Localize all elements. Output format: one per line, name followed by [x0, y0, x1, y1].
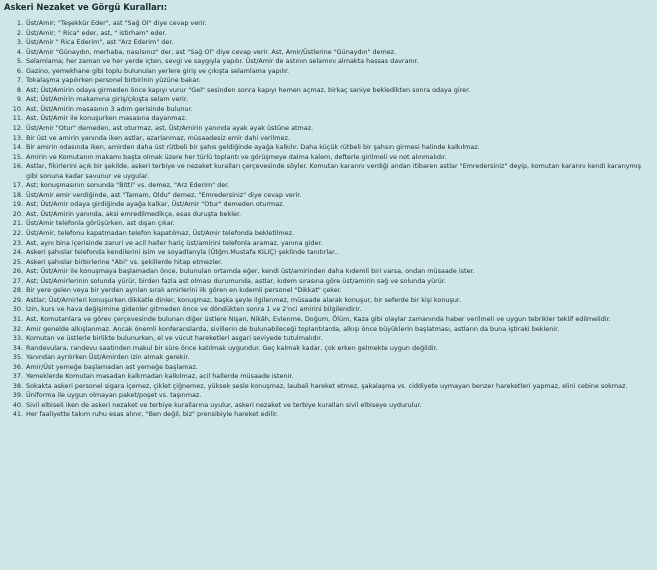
rule-number: 22.: [12, 229, 23, 238]
rule-text: Ast; Üst/Amirin odaya girmeden önce kapıyı vurur "Gel" sesinden sonra kapıyı hemen açmaz, birkaç saniye bekledikten sonra odaya girer.: [26, 85, 471, 94]
rule-text: Ast, Üst/Amir ile konuşurken masasına dayanmaz.: [26, 114, 187, 123]
rule-number: 26.: [12, 267, 23, 276]
rule-number: 39.: [12, 391, 23, 400]
rule-text: Yemeklerde Komutan masadan kalkmadan kalkılmaz, acil hallerde müsaade istenir.: [26, 372, 294, 381]
rule-number: 6.: [16, 66, 23, 75]
rule-text: Amir/Üst yemeğe başlamadan ast yemeğe başlamaz.: [26, 362, 198, 371]
rule-text: Tokalaşma yapılırken personel birbirinin yüzüne bakar.: [26, 76, 201, 85]
rule-text: Askeri şahıslar birbirlerine "Abi" vs. şekillerde hitap etmezler.: [26, 257, 223, 266]
rule-text: Her faaliyette takım ruhu esas alınır, "Ben değil, biz" prensibiyle hareket edilir.: [26, 410, 279, 419]
rule-number: 40.: [12, 400, 23, 409]
rule-text: Ast, aynı bina içerisinde zaruri ve acil haller hariç üst/amirini telefonla aramaz, yanına gider.: [26, 238, 323, 247]
rule-item: [16, 76, 651, 86]
rule-text: Ast, Komutanlara ve görev çerçevesinde bulunan diğer üstlere Nişan, Nikâh, Evlenme, Doğum, Ölüm, Kaza gibi olaylar zamanında haber verilmeli ve uygun tebrikler teklif edilmelidir.: [26, 314, 611, 323]
rule-item: [16, 66, 651, 77]
rule-number: 20.: [12, 209, 23, 218]
rule-number: 15.: [12, 152, 23, 161]
rule-item: [12, 372, 651, 382]
rule-number: 17.: [12, 181, 23, 190]
rule-text: Üst/Amir; "Teşekkür Eder", ast "Sağ Ol" diye cevap verir.: [26, 19, 207, 27]
rule-item: [12, 334, 651, 344]
rule-item: [12, 248, 651, 258]
rule-item: [12, 362, 651, 373]
rule-number: 23.: [12, 238, 23, 247]
rule-number: 16.: [12, 162, 23, 171]
rule-item: [12, 238, 651, 249]
rule-number: 2.: [16, 28, 23, 37]
rule-number: 24.: [12, 248, 23, 257]
rule-number: 27.: [12, 276, 23, 285]
rule-item: [12, 267, 651, 277]
rule-item: [16, 28, 651, 39]
rule-number: 11.: [12, 114, 23, 123]
rule-text: Bir üst ve amirin yanında iken astlar, azarlanmaz, müsaadesiz emir dahi verilmez.: [26, 133, 290, 142]
rule-item: [12, 229, 651, 239]
rule-text: Komutan ve üstlerle birlikte bulunurken, el ve vücut hareketleri asgari seviyede tutulmalıdır.: [26, 334, 323, 343]
rule-text: Üst/Amir emir verdiğinde, ast "Tamam, Oldu" demez, "Emredersiniz" diye cevap verir.: [26, 190, 302, 199]
rule-text: Bir amirin odasında iken, amirden daha üst rütbeli bir şahıs geldiğinde ayağa kalkılır. Daha küçük rütbeli bir şahsın girmesi halinde kalkılmaz.: [26, 143, 480, 152]
rule-text: Üst/Amir; " Rica" eder, ast, " istirham" eder.: [26, 28, 167, 37]
rule-text: Ast, Üst/Amirin masasının 3 adım gerisinde bulunur.: [26, 104, 193, 113]
rule-item: [16, 57, 651, 67]
rule-number: 19.: [12, 200, 23, 209]
rule-number: 18.: [12, 190, 23, 199]
rules-list: [4, 19, 651, 420]
rule-text: Randevulara, randevu saatinden makul bir süre önce katılmak uygundur. Geç kalmak kadar, çok erken gelmekte uygun değildir.: [26, 343, 438, 352]
rule-text: Üst/Amir "Otur" demeden, ast oturmaz, ast, Üst/Amirin yanında ayak ayak üstüne atmaz.: [26, 124, 314, 133]
rule-text: Gazino, yemekhane gibi toplu bulunulan yerlere giriş ve çıkışta selamlama yapılır.: [26, 66, 290, 75]
rule-item: [12, 133, 651, 144]
rule-text: Bir yere gelen veya bir yerden ayrılan sıralı amirlerini ilk gören en kıdemli personel "Dikkat" çeker.: [26, 286, 342, 295]
rule-item: [12, 381, 651, 392]
rule-item: [16, 85, 651, 96]
rule-text: Astlar, fikirlerini açık bir şekilde, askeri terbiye ve nezaket kuralları çerçevesinde söyler. Komutan kararını verdiği andan itibaren astlar "Emredersiniz" deyip, komutan kararını kendi kararıymış gibi sonuna kadar savunur ve uygular.: [26, 162, 641, 180]
rule-text: Ast; konuşmasının sonunda "Bitti" vs. demez, "Arz Ederim" der.: [26, 181, 230, 190]
rule-number: 41.: [12, 410, 23, 419]
rule-item: [12, 410, 651, 420]
rule-text: Üniforma ile uygun olmayan paket/poşet vs. taşınmaz.: [26, 391, 202, 400]
rule-number: 37.: [12, 372, 23, 381]
rule-text: Üst/Amir telefonla görüşürken, ast dışarı çıkar.: [26, 219, 175, 228]
rule-text: Amirin ve Komutanın makamı başta olmak üzere her türlü toplantı ve görüşmeye dalma kalem, defterle girilmeli ve not alınmalıdır.: [26, 152, 447, 161]
rule-text: Sivil elbiseli iken de askeri nezaket ve terbiye kurallarına uyulur, askeri nezaket ve terbiye kuralları sivil elbiseye uydurulur.: [26, 400, 422, 409]
rule-text: Üst/Amir, telefonu kapatmadan telefon kapatılmaz, Üst/Amir telefonda bekletilmez.: [26, 229, 295, 238]
rule-item: [12, 124, 651, 134]
rule-number: 35.: [12, 353, 23, 362]
rule-item: [16, 38, 651, 48]
rule-number: 13.: [12, 133, 23, 142]
rule-item: [12, 343, 651, 354]
rule-item: [12, 143, 651, 153]
rule-number: 33.: [12, 334, 23, 343]
rule-number: 7.: [16, 76, 23, 85]
rule-number: 36.: [12, 362, 23, 371]
rule-item: [12, 324, 651, 335]
rule-number: 1.: [16, 19, 23, 27]
rule-text: Üst/Amir " Rica Ederim", ast "Arz Ederim" der.: [26, 38, 174, 47]
rule-item: [12, 276, 651, 287]
rule-number: 28.: [12, 286, 23, 295]
rule-text: İzin, kurs ve hava değişimine gidenler gitmeden önce ve döndükten sonra 1 ve 2'nci amirini bilgilendirir.: [26, 305, 362, 314]
rule-item: [12, 114, 651, 124]
rule-item: [16, 47, 651, 58]
rule-item: [12, 257, 651, 268]
rule-text: Ast; Üst/Amirlerinin solunda yürür, birden fazla ast olması durumunda, astlar, kıdem sırasına göre üst/amirin sağ ve solunda yürür.: [26, 276, 446, 285]
rule-text: Yanından ayrılırken Üst/Amirden izin almak gerekir.: [26, 353, 190, 362]
rule-number: 9.: [16, 95, 23, 104]
rule-item: [16, 95, 651, 105]
rule-item: [12, 152, 651, 163]
rule-text: Ast; Üst/Amir odaya girdiğinde ayağa kalkar, Üst/Amir "Otur" demeden oturmaz.: [26, 200, 285, 209]
rule-item: [12, 181, 651, 191]
rule-number: 5.: [16, 57, 23, 66]
rule-item: [12, 190, 651, 201]
rule-text: Ast; Üst/Amirin makamına giriş/çıkışta selam verir.: [26, 95, 188, 104]
rule-text: Ast; Üst/Amir ile konuşmaya başlamadan önce, bulunulan ortamda eğer, kendi üst/amirinden daha kıdemli biri varsa, ondan müsaade ister.: [26, 267, 475, 276]
rule-item: [12, 391, 651, 401]
rule-item: [12, 295, 651, 306]
rule-item: [12, 286, 651, 296]
rule-item: [12, 314, 651, 325]
rule-item: [12, 219, 651, 229]
rule-number: 14.: [12, 143, 23, 152]
rule-number: 21.: [12, 219, 23, 228]
rule-number: 12.: [12, 124, 23, 133]
rule-item: [12, 353, 651, 363]
rule-text: Selamlama; her zaman ve her yerde içten, sevgi ve saygıyla yapılır. Üst/Amir de astının selamını almakta hassas davranır.: [26, 57, 419, 66]
rule-text: Üst/Amir "Günaydın, merhaba, nasılsınız" der, ast "Sağ Ol" diye cevap verir. Ast, Amir/Üstlerine "Günaydın" demez.: [26, 47, 397, 56]
rule-number: 3.: [16, 38, 23, 47]
rule-number: 38.: [12, 381, 23, 390]
rule-item: [12, 305, 651, 315]
rule-item: [12, 200, 651, 210]
rule-number: 8.: [16, 85, 23, 94]
rule-item: [12, 400, 651, 411]
rule-number: 25.: [12, 257, 23, 266]
rule-item: [16, 19, 651, 29]
rule-number: 4.: [16, 47, 23, 56]
rule-number: 32.: [12, 324, 23, 333]
rule-number: 29.: [12, 295, 23, 304]
rule-text: Astlar; Üst/Amirleri konuşurken dikkatle dinler, konuşmaz, başka şeyle ilgilenmez, müsaade alarak konuşur, bir seferde bir kişi konuşur.: [26, 295, 461, 304]
rule-number: 31.: [12, 314, 23, 323]
rule-item: [12, 162, 651, 181]
page-title: Askeri Nezaket ve Görgü Kuralları:: [4, 2, 168, 12]
rule-number: 34.: [12, 343, 23, 352]
rule-number: 10.: [12, 104, 23, 113]
rule-text: Askeri şahıslar telefonda kendilerini isim ve soyadlarıyla (Ütğm.Mustafa KILIÇ) şeklinde tanıtırlar..: [26, 248, 339, 257]
rule-number: 30.: [12, 305, 23, 314]
rule-text: Sokakta askeri personel sigara içemez, çiklet çiğnemez, yüksek sesle konuşmaz, laubali hareket etmez, şakalaşma vs. ciddiyete uymayan benzer hareketleri yapmaz, elini cebine sokmaz.: [26, 381, 628, 390]
rule-text: Amir genelde alkışlanmaz. Ancak önemli konferanslarda, sivillerin de bulunabileceği toplantılarda, alkışı önce büyüklerin başlatması, astların da buna iştiraki beklenir.: [26, 324, 560, 333]
rule-text: Ast, Üst/Amirin yanında, aksi emredilmedikçe, esas duruşta bekler.: [26, 209, 242, 218]
